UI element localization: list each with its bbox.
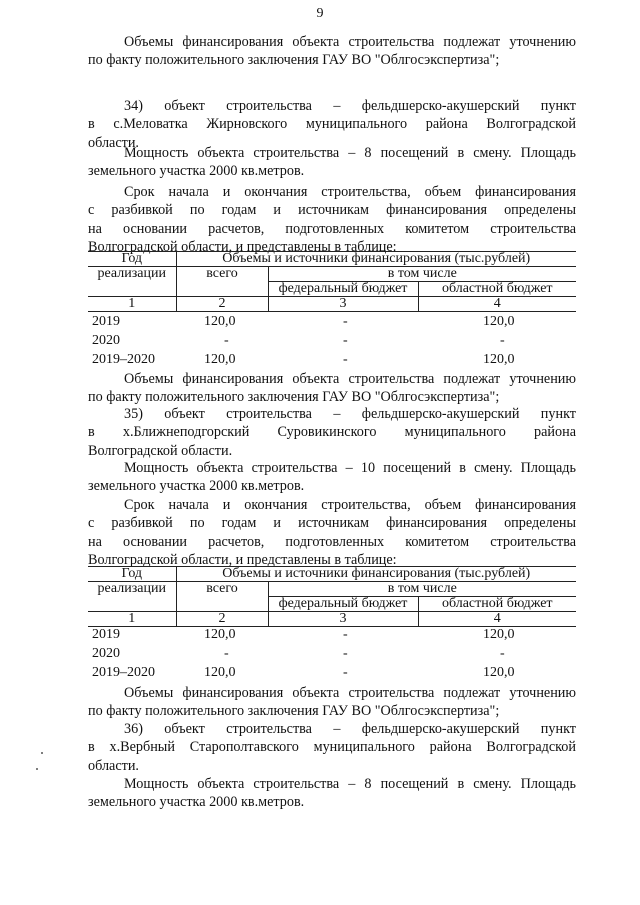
- cell-year: 2019: [92, 314, 120, 329]
- scan-speck: [41, 752, 43, 754]
- table-row: [88, 665, 576, 684]
- paragraph-capacity-36: [88, 775, 576, 812]
- cell-federal: -: [343, 665, 348, 680]
- col-year-head-2: реализации: [88, 582, 176, 612]
- cell-total: 120,0: [204, 627, 236, 642]
- col-incl-head: в том числе: [268, 267, 576, 282]
- paragraph-schedule-34: [88, 183, 576, 256]
- text-line: 34) объект строительства – фельдшерско-акушерский пункт: [124, 98, 576, 114]
- scan-speck: [36, 768, 38, 770]
- col-num-1: 1: [88, 297, 176, 312]
- col-total-head: всего: [176, 267, 268, 297]
- col-num-2: 2: [176, 612, 268, 627]
- col-year-head: Год: [88, 567, 176, 582]
- text-line: Мощность объекта строительства – 8 посещений в смену. Площадь: [124, 776, 576, 792]
- cell-federal: -: [343, 627, 348, 642]
- text-line: 36) объект строительства – фельдшерско-акушерский пункт: [124, 721, 576, 737]
- funding-table-2-header: [88, 566, 576, 627]
- text-line: в х.Вербный Старополтавского муниципального района Волгоградской: [88, 739, 576, 756]
- text-line: по факту положительного заключения ГАУ ВО "Облгосэкспертиза";: [88, 389, 500, 406]
- cell-year: 2019: [92, 627, 120, 642]
- table-row: [88, 627, 576, 646]
- text-line: по факту положительного заключения ГАУ ВО "Облгосэкспертиза";: [88, 703, 500, 720]
- text-line: земельного участка 2000 кв.метров.: [88, 163, 305, 180]
- paragraph-object-35: [88, 405, 576, 460]
- text-line: Мощность объекта строительства – 8 посещений в смену. Площадь: [124, 145, 576, 161]
- page-number: 9: [316, 6, 324, 21]
- cell-federal: -: [343, 333, 348, 348]
- col-year-head: Год: [88, 252, 176, 267]
- text-line: земельного участка 2000 кв.метров.: [88, 794, 305, 811]
- text-line: Волгоградской области.: [88, 442, 233, 459]
- cell-total: -: [224, 333, 229, 348]
- cell-regional: -: [500, 333, 505, 348]
- funding-table-1-body: [88, 314, 576, 371]
- col-num-4: 4: [418, 612, 576, 627]
- text-line: по факту положительного заключения ГАУ ВО "Облгосэкспертиза";: [88, 52, 500, 69]
- col-group-head: Объемы и источники финансирования (тыс.рублей): [176, 567, 576, 582]
- text-line: области.: [88, 134, 139, 151]
- col-num-2: 2: [176, 297, 268, 312]
- paragraph-funding-note-2: [88, 370, 576, 407]
- text-line: Волгоградской области, и представлены в таблице:: [88, 238, 397, 255]
- text-line: 35) объект строительства – фельдшерско-акушерский пункт: [124, 406, 576, 422]
- text-line: Срок начала и окончания строительства, объем финансирования: [124, 184, 576, 200]
- col-group-head: Объемы и источники финансирования (тыс.рублей): [176, 252, 576, 267]
- cell-year: 2019–2020: [92, 352, 155, 367]
- cell-total: 120,0: [204, 314, 236, 329]
- text-line: в х.Ближнеподгорский Суровикинского муниципального района: [88, 424, 576, 441]
- cell-federal: -: [343, 352, 348, 367]
- table-row: [88, 314, 576, 333]
- table-row: [88, 333, 576, 352]
- cell-regional: 120,0: [483, 627, 515, 642]
- paragraph-capacity-34: [88, 144, 576, 181]
- cell-year: 2020: [92, 646, 120, 661]
- cell-total: -: [224, 646, 229, 661]
- text-line: Объемы финансирования объекта строительства подлежат уточнению: [124, 685, 576, 701]
- col-regional-head: областной бюджет: [418, 597, 576, 612]
- col-incl-head: в том числе: [268, 582, 576, 597]
- cell-federal: -: [343, 646, 348, 661]
- text-line: в с.Меловатка Жирновского муниципального района Волгоградской: [88, 116, 576, 133]
- cell-year: 2020: [92, 333, 120, 348]
- col-year-head-2: реализации: [88, 267, 176, 297]
- paragraph-capacity-35: [88, 459, 576, 496]
- col-federal-head: федеральный бюджет: [268, 282, 418, 297]
- text-line: с разбивкой по годам и источникам финансирования определены: [88, 515, 576, 532]
- paragraph-object-36: [88, 720, 576, 775]
- cell-federal: -: [343, 314, 348, 329]
- paragraph-funding-note-1: [88, 33, 576, 70]
- text-line: на основании расчетов, подготовленных комитетом строительства: [88, 533, 576, 550]
- cell-regional: 120,0: [483, 352, 515, 367]
- col-num-1: 1: [88, 612, 176, 627]
- col-regional-head: областной бюджет: [418, 282, 576, 297]
- text-line: с разбивкой по годам и источникам финансирования определены: [88, 202, 576, 219]
- funding-table-2-body: [88, 627, 576, 684]
- text-line: земельного участка 2000 кв.метров.: [88, 478, 305, 495]
- text-line: Объемы финансирования объекта строительства подлежат уточнению: [124, 371, 576, 387]
- table-row: [88, 646, 576, 665]
- cell-regional: 120,0: [483, 314, 515, 329]
- paragraph-schedule-35: [88, 496, 576, 569]
- cell-total: 120,0: [204, 665, 236, 680]
- col-num-4: 4: [418, 297, 576, 312]
- col-num-3: 3: [268, 612, 418, 627]
- text-line: Объемы финансирования объекта строительства подлежат уточнению: [124, 34, 576, 50]
- funding-table-1-header: [88, 251, 576, 312]
- cell-year: 2019–2020: [92, 665, 155, 680]
- text-line: Волгоградской области, и представлены в таблице:: [88, 551, 397, 568]
- col-federal-head: федеральный бюджет: [268, 597, 418, 612]
- cell-regional: -: [500, 646, 505, 661]
- cell-total: 120,0: [204, 352, 236, 367]
- text-line: на основании расчетов, подготовленных комитетом строительства: [88, 220, 576, 237]
- text-line: Срок начала и окончания строительства, объем финансирования: [124, 497, 576, 513]
- text-line: области.: [88, 757, 139, 774]
- text-line: Мощность объекта строительства – 10 посещений в смену. Площадь: [124, 460, 576, 476]
- paragraph-funding-note-3: [88, 684, 576, 721]
- col-num-3: 3: [268, 297, 418, 312]
- col-total-head: всего: [176, 582, 268, 612]
- table-row: [88, 352, 576, 371]
- cell-regional: 120,0: [483, 665, 515, 680]
